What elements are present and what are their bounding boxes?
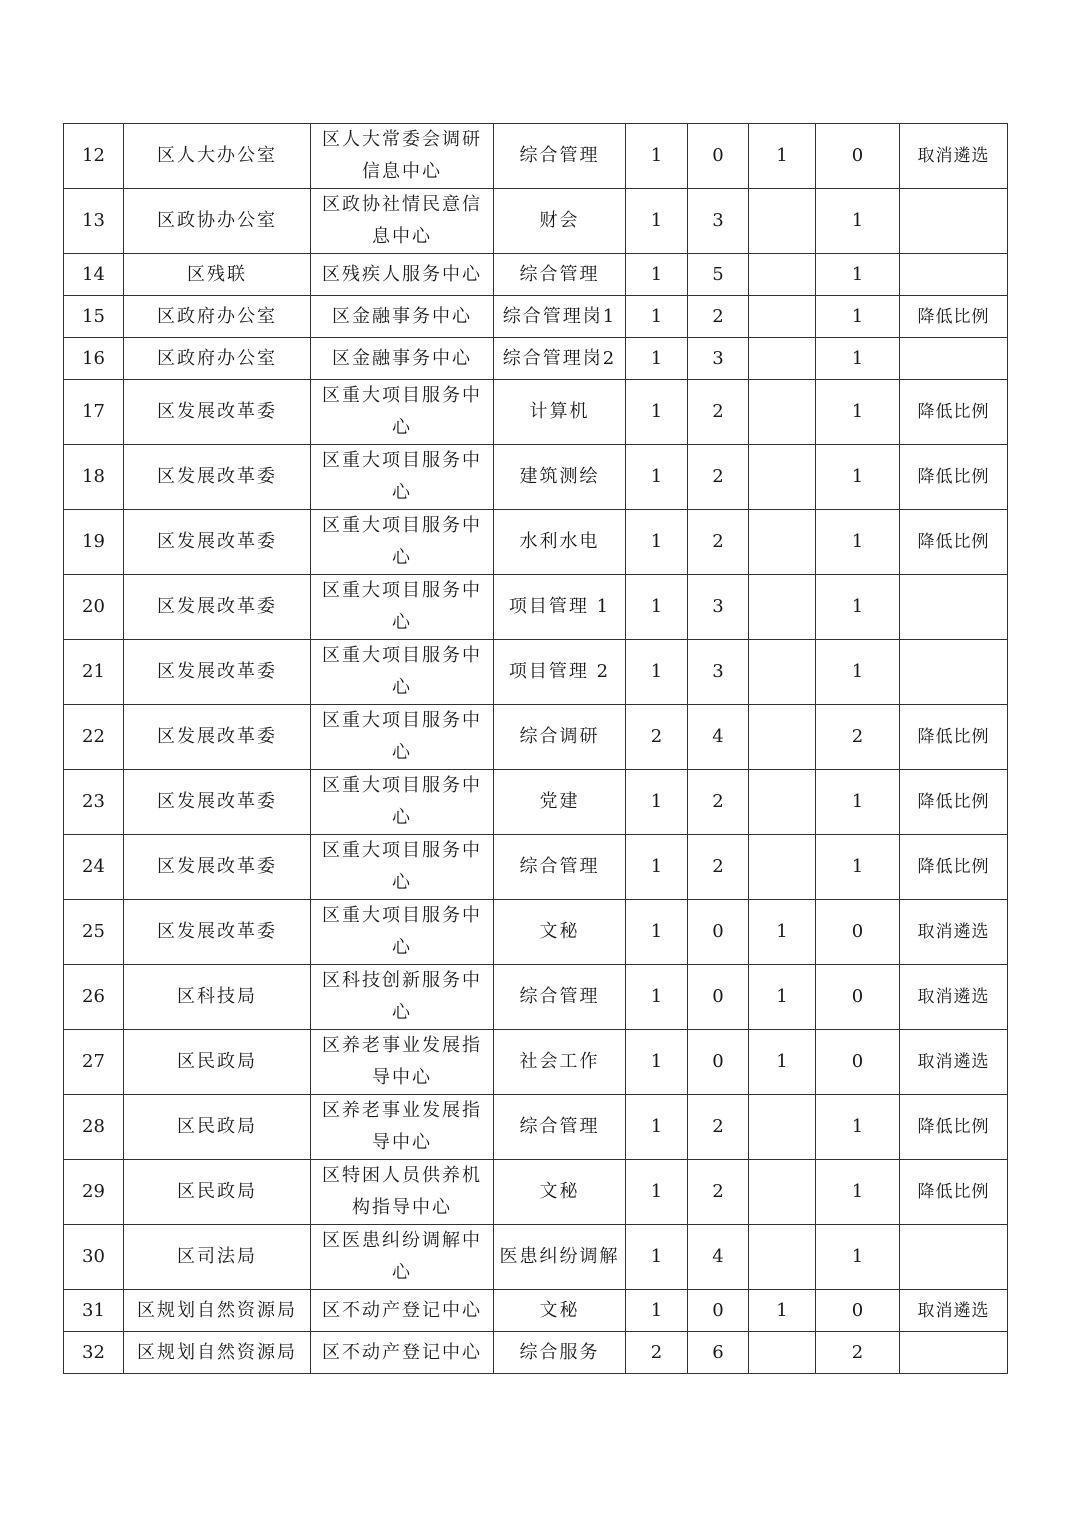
table-row (64, 705, 1008, 770)
count-4-cell: 2 (816, 705, 900, 770)
count-3-cell (749, 254, 816, 296)
row-number-cell: 25 (64, 900, 124, 965)
count-4-cell: 1 (816, 510, 900, 575)
count-3-cell (749, 835, 816, 900)
count-2-cell: 2 (688, 296, 749, 338)
note-cell: 降低比例 (900, 770, 1008, 835)
count-4-cell: 1 (816, 189, 900, 254)
count-2-cell: 0 (688, 900, 749, 965)
count-1-cell: 1 (626, 770, 688, 835)
position-cell: 综合管理 (494, 965, 626, 1030)
position-cell: 综合管理 (494, 1095, 626, 1160)
note-cell: 取消遴选 (900, 900, 1008, 965)
department-cell: 区科技局 (124, 965, 311, 1030)
unit-cell: 区养老事业发展指导中心 (311, 1095, 494, 1160)
department-cell: 区发展改革委 (124, 770, 311, 835)
row-number-cell: 30 (64, 1225, 124, 1290)
position-cell: 综合管理 (494, 254, 626, 296)
table-row (64, 900, 1008, 965)
position-cell: 医患纠纷调解 (494, 1225, 626, 1290)
note-cell (900, 189, 1008, 254)
row-number-cell: 20 (64, 575, 124, 640)
department-cell: 区发展改革委 (124, 835, 311, 900)
count-3-cell (749, 445, 816, 510)
count-2-cell: 3 (688, 640, 749, 705)
note-cell: 降低比例 (900, 705, 1008, 770)
position-cell: 财会 (494, 189, 626, 254)
position-cell: 社会工作 (494, 1030, 626, 1095)
count-1-cell: 1 (626, 835, 688, 900)
position-cell: 项目管理 2 (494, 640, 626, 705)
unit-cell: 区重大项目服务中心 (311, 900, 494, 965)
count-4-cell: 1 (816, 575, 900, 640)
count-2-cell: 3 (688, 189, 749, 254)
count-1-cell: 2 (626, 1332, 688, 1374)
table-row (64, 965, 1008, 1030)
count-3-cell (749, 705, 816, 770)
department-cell: 区发展改革委 (124, 510, 311, 575)
unit-cell: 区重大项目服务中心 (311, 835, 494, 900)
row-number-cell: 21 (64, 640, 124, 705)
count-1-cell: 1 (626, 338, 688, 380)
table-row (64, 510, 1008, 575)
note-cell: 降低比例 (900, 296, 1008, 338)
unit-cell: 区重大项目服务中心 (311, 705, 494, 770)
unit-cell: 区不动产登记中心 (311, 1332, 494, 1374)
row-number-cell: 14 (64, 254, 124, 296)
count-4-cell: 0 (816, 965, 900, 1030)
unit-cell: 区科技创新服务中心 (311, 965, 494, 1030)
row-number-cell: 15 (64, 296, 124, 338)
position-cell: 项目管理 1 (494, 575, 626, 640)
table-row (64, 296, 1008, 338)
count-2-cell: 0 (688, 124, 749, 189)
department-cell: 区发展改革委 (124, 705, 311, 770)
positions-table (63, 123, 1008, 1374)
count-1-cell: 1 (626, 445, 688, 510)
count-4-cell: 1 (816, 445, 900, 510)
count-1-cell: 1 (626, 1290, 688, 1332)
position-cell: 水利水电 (494, 510, 626, 575)
unit-cell: 区医患纠纷调解中心 (311, 1225, 494, 1290)
note-cell (900, 254, 1008, 296)
table-row (64, 445, 1008, 510)
count-3-cell (749, 1332, 816, 1374)
position-cell: 综合管理岗2 (494, 338, 626, 380)
row-number-cell: 19 (64, 510, 124, 575)
note-cell (900, 575, 1008, 640)
count-4-cell: 2 (816, 1332, 900, 1374)
count-1-cell: 1 (626, 575, 688, 640)
table-row (64, 575, 1008, 640)
count-3-cell (749, 296, 816, 338)
table-row (64, 338, 1008, 380)
table-row (64, 380, 1008, 445)
row-number-cell: 16 (64, 338, 124, 380)
count-4-cell: 1 (816, 254, 900, 296)
count-1-cell: 1 (626, 1030, 688, 1095)
position-cell: 文秘 (494, 900, 626, 965)
count-1-cell: 1 (626, 296, 688, 338)
count-3-cell (749, 640, 816, 705)
count-3-cell (749, 1095, 816, 1160)
department-cell: 区发展改革委 (124, 445, 311, 510)
department-cell: 区残联 (124, 254, 311, 296)
count-4-cell: 0 (816, 1030, 900, 1095)
count-1-cell: 1 (626, 1160, 688, 1225)
position-cell: 计算机 (494, 380, 626, 445)
unit-cell: 区养老事业发展指导中心 (311, 1030, 494, 1095)
table-body (64, 124, 1008, 1374)
count-3-cell (749, 1160, 816, 1225)
count-2-cell: 4 (688, 705, 749, 770)
note-cell (900, 1332, 1008, 1374)
note-cell: 降低比例 (900, 510, 1008, 575)
table-row (64, 835, 1008, 900)
department-cell: 区司法局 (124, 1225, 311, 1290)
count-3-cell (749, 510, 816, 575)
department-cell: 区民政局 (124, 1030, 311, 1095)
count-2-cell: 2 (688, 835, 749, 900)
unit-cell: 区重大项目服务中心 (311, 770, 494, 835)
count-2-cell: 6 (688, 1332, 749, 1374)
count-1-cell: 1 (626, 189, 688, 254)
count-2-cell: 3 (688, 575, 749, 640)
count-4-cell: 0 (816, 1290, 900, 1332)
count-4-cell: 1 (816, 380, 900, 445)
unit-cell: 区政协社情民意信息中心 (311, 189, 494, 254)
row-number-cell: 17 (64, 380, 124, 445)
count-2-cell: 2 (688, 380, 749, 445)
note-cell: 降低比例 (900, 1095, 1008, 1160)
row-number-cell: 26 (64, 965, 124, 1030)
unit-cell: 区残疾人服务中心 (311, 254, 494, 296)
count-2-cell: 0 (688, 965, 749, 1030)
unit-cell: 区人大常委会调研信息中心 (311, 124, 494, 189)
department-cell: 区发展改革委 (124, 380, 311, 445)
department-cell: 区政府办公室 (124, 296, 311, 338)
count-2-cell: 4 (688, 1225, 749, 1290)
count-4-cell: 1 (816, 640, 900, 705)
position-cell: 综合管理 (494, 124, 626, 189)
table-row (64, 254, 1008, 296)
count-4-cell: 1 (816, 1160, 900, 1225)
department-cell: 区政协办公室 (124, 189, 311, 254)
count-4-cell: 1 (816, 338, 900, 380)
unit-cell: 区重大项目服务中心 (311, 445, 494, 510)
table-row (64, 770, 1008, 835)
position-cell: 党建 (494, 770, 626, 835)
department-cell: 区规划自然资源局 (124, 1332, 311, 1374)
position-cell: 建筑测绘 (494, 445, 626, 510)
note-cell: 降低比例 (900, 445, 1008, 510)
department-cell: 区民政局 (124, 1095, 311, 1160)
position-cell: 文秘 (494, 1160, 626, 1225)
table-row (64, 189, 1008, 254)
unit-cell: 区重大项目服务中心 (311, 575, 494, 640)
count-3-cell: 1 (749, 1030, 816, 1095)
department-cell: 区发展改革委 (124, 575, 311, 640)
table-row (64, 640, 1008, 705)
count-2-cell: 0 (688, 1290, 749, 1332)
table-row (64, 1290, 1008, 1332)
table-row (64, 1332, 1008, 1374)
note-cell: 取消遴选 (900, 1290, 1008, 1332)
note-cell: 取消遴选 (900, 965, 1008, 1030)
count-2-cell: 2 (688, 445, 749, 510)
count-4-cell: 0 (816, 124, 900, 189)
unit-cell: 区重大项目服务中心 (311, 510, 494, 575)
row-number-cell: 12 (64, 124, 124, 189)
count-1-cell: 1 (626, 965, 688, 1030)
row-number-cell: 32 (64, 1332, 124, 1374)
note-cell: 降低比例 (900, 380, 1008, 445)
count-3-cell: 1 (749, 124, 816, 189)
position-cell: 综合服务 (494, 1332, 626, 1374)
position-cell: 综合管理 (494, 835, 626, 900)
count-2-cell: 0 (688, 1030, 749, 1095)
count-3-cell: 1 (749, 1290, 816, 1332)
count-3-cell (749, 1225, 816, 1290)
count-2-cell: 2 (688, 1160, 749, 1225)
row-number-cell: 31 (64, 1290, 124, 1332)
count-1-cell: 1 (626, 254, 688, 296)
note-cell: 降低比例 (900, 1160, 1008, 1225)
count-2-cell: 2 (688, 510, 749, 575)
count-3-cell: 1 (749, 900, 816, 965)
unit-cell: 区金融事务中心 (311, 338, 494, 380)
unit-cell: 区金融事务中心 (311, 296, 494, 338)
count-2-cell: 3 (688, 338, 749, 380)
count-3-cell (749, 380, 816, 445)
row-number-cell: 27 (64, 1030, 124, 1095)
count-1-cell: 1 (626, 640, 688, 705)
position-cell: 综合管理岗1 (494, 296, 626, 338)
department-cell: 区发展改革委 (124, 640, 311, 705)
count-1-cell: 1 (626, 1225, 688, 1290)
note-cell: 取消遴选 (900, 1030, 1008, 1095)
count-2-cell: 2 (688, 1095, 749, 1160)
position-cell: 文秘 (494, 1290, 626, 1332)
table-row (64, 1225, 1008, 1290)
count-1-cell: 1 (626, 900, 688, 965)
count-4-cell: 1 (816, 1225, 900, 1290)
note-cell (900, 338, 1008, 380)
unit-cell: 区重大项目服务中心 (311, 380, 494, 445)
table-row (64, 1160, 1008, 1225)
row-number-cell: 13 (64, 189, 124, 254)
count-4-cell: 1 (816, 1095, 900, 1160)
count-3-cell (749, 338, 816, 380)
count-1-cell: 1 (626, 380, 688, 445)
department-cell: 区民政局 (124, 1160, 311, 1225)
department-cell: 区规划自然资源局 (124, 1290, 311, 1332)
note-cell (900, 1225, 1008, 1290)
unit-cell: 区重大项目服务中心 (311, 640, 494, 705)
note-cell (900, 640, 1008, 705)
table-row (64, 1095, 1008, 1160)
count-3-cell (749, 575, 816, 640)
note-cell: 取消遴选 (900, 124, 1008, 189)
count-4-cell: 1 (816, 296, 900, 338)
department-cell: 区发展改革委 (124, 900, 311, 965)
count-2-cell: 5 (688, 254, 749, 296)
position-cell: 综合调研 (494, 705, 626, 770)
note-cell: 降低比例 (900, 835, 1008, 900)
count-1-cell: 2 (626, 705, 688, 770)
row-number-cell: 29 (64, 1160, 124, 1225)
row-number-cell: 24 (64, 835, 124, 900)
row-number-cell: 23 (64, 770, 124, 835)
unit-cell: 区特困人员供养机构指导中心 (311, 1160, 494, 1225)
count-2-cell: 2 (688, 770, 749, 835)
unit-cell: 区不动产登记中心 (311, 1290, 494, 1332)
count-3-cell: 1 (749, 965, 816, 1030)
count-3-cell (749, 770, 816, 835)
row-number-cell: 28 (64, 1095, 124, 1160)
count-4-cell: 1 (816, 835, 900, 900)
table-row (64, 1030, 1008, 1095)
count-1-cell: 1 (626, 124, 688, 189)
count-1-cell: 1 (626, 1095, 688, 1160)
count-3-cell (749, 189, 816, 254)
row-number-cell: 22 (64, 705, 124, 770)
department-cell: 区人大办公室 (124, 124, 311, 189)
count-1-cell: 1 (626, 510, 688, 575)
count-4-cell: 1 (816, 770, 900, 835)
count-4-cell: 0 (816, 900, 900, 965)
table-row (64, 124, 1008, 189)
department-cell: 区政府办公室 (124, 338, 311, 380)
row-number-cell: 18 (64, 445, 124, 510)
